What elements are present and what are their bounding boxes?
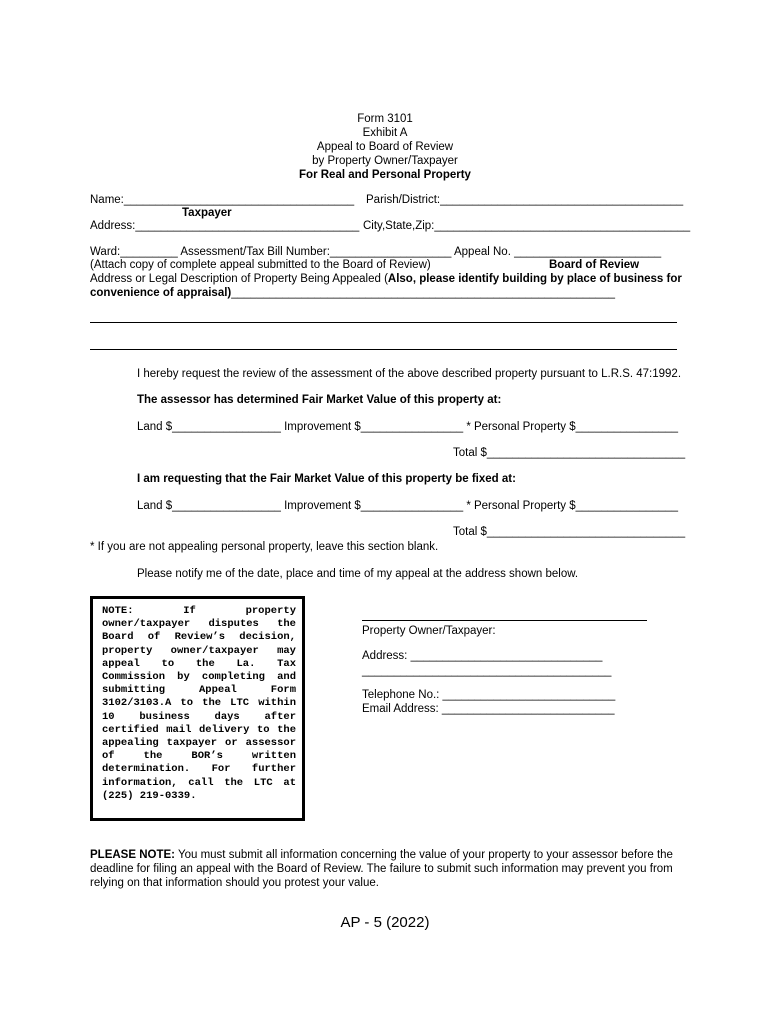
please-note-line-2: deadline for filing an appeal with the Board of Review. The failure to submit such information may prevent you from <box>90 863 673 875</box>
assessor-total-line[interactable]: Total $_______________________________ <box>453 447 686 459</box>
address-field[interactable]: Address:___________________________________ <box>90 220 360 232</box>
owner-address-field[interactable]: Address: ______________________________ <box>362 650 603 662</box>
form-code-footer: AP - 5 (2022) <box>340 914 430 931</box>
ltc-appeal-note-box <box>90 596 305 821</box>
convenience-line[interactable]: convenience of appraisal)____________________________________________________________ <box>90 287 615 299</box>
please-note-line-1: PLEASE NOTE: You must submit all information concerning the value of your property to your assessor before the <box>90 849 673 861</box>
assessor-values-line[interactable]: Land $_________________ Improvement $________________ * Personal Property $________________ <box>137 421 678 433</box>
owner-signature-line[interactable] <box>362 620 647 621</box>
requested-value-heading: I am requesting that the Fair Market Value of this property be fixed at: <box>137 473 516 485</box>
personal-property-footnote: * If you are not appealing personal property, leave this section blank. <box>90 541 439 553</box>
ltc-appeal-note-text: NOTE: If property owner/taxpayer disputes the Board of Review’s decision, property owner/taxpayer may appeal to the La. Tax Commission by completing and submitting Appeal Form 3102/3103.A to the LTC within 10 business days after certified mail delivery to the appealing taxpayer or assessor of the BOR’s written determination. For further information, call the LTC at (225) 219-0339. <box>102 605 296 802</box>
legal-description-line-2[interactable] <box>90 349 677 350</box>
form-scope: For Real and Personal Property <box>299 169 471 181</box>
requested-total-line[interactable]: Total $_______________________________ <box>453 526 686 538</box>
owner-signature-label: Property Owner/Taxpayer: <box>362 625 496 637</box>
parish-field[interactable]: Parish/District:______________________________________ <box>366 194 684 206</box>
city-state-zip-field[interactable]: City,State,Zip:________________________________________ <box>363 220 691 232</box>
email-field[interactable]: Email Address: ___________________________ <box>362 703 615 715</box>
legal-description-label: Address or Legal Description of Property Being Appealed (Also, please identify building by place of business for <box>90 273 682 285</box>
taxpayer-label: Taxpayer <box>182 207 232 219</box>
assessor-value-heading: The assessor has determined Fair Market Value of this property at: <box>137 394 502 406</box>
form-title: Appeal to Board of Review <box>316 141 454 153</box>
requested-values-line[interactable]: Land $_________________ Improvement $________________ * Personal Property $________________ <box>137 500 678 512</box>
attach-copy-note: (Attach copy of complete appeal submitted to the Board of Review) <box>90 259 431 271</box>
exhibit-label: Exhibit A <box>362 127 408 139</box>
legal-description-line-1[interactable] <box>90 322 677 323</box>
owner-address-line-2[interactable]: _______________________________________ <box>362 665 612 677</box>
notify-statement: Please notify me of the date, place and time of my appeal at the address shown below. <box>137 568 579 580</box>
board-of-review-label: Board of Review <box>549 259 640 271</box>
telephone-field[interactable]: Telephone No.: ___________________________ <box>362 689 616 701</box>
ward-assessment-appeal-line[interactable]: Ward:_________ Assessment/Tax Bill Number:___________________ Appeal No. _______________________ <box>90 246 662 258</box>
name-field[interactable]: Name:____________________________________ <box>90 194 355 206</box>
form-subtitle: by Property Owner/Taxpayer <box>312 155 458 167</box>
form-number: Form 3101 <box>357 113 413 125</box>
review-request-statement: I hereby request the review of the assessment of the above described property pursuant to L.R.S. 47:1992. <box>137 368 682 380</box>
please-note-line-3: relying on that information should you protest your value. <box>90 877 379 889</box>
